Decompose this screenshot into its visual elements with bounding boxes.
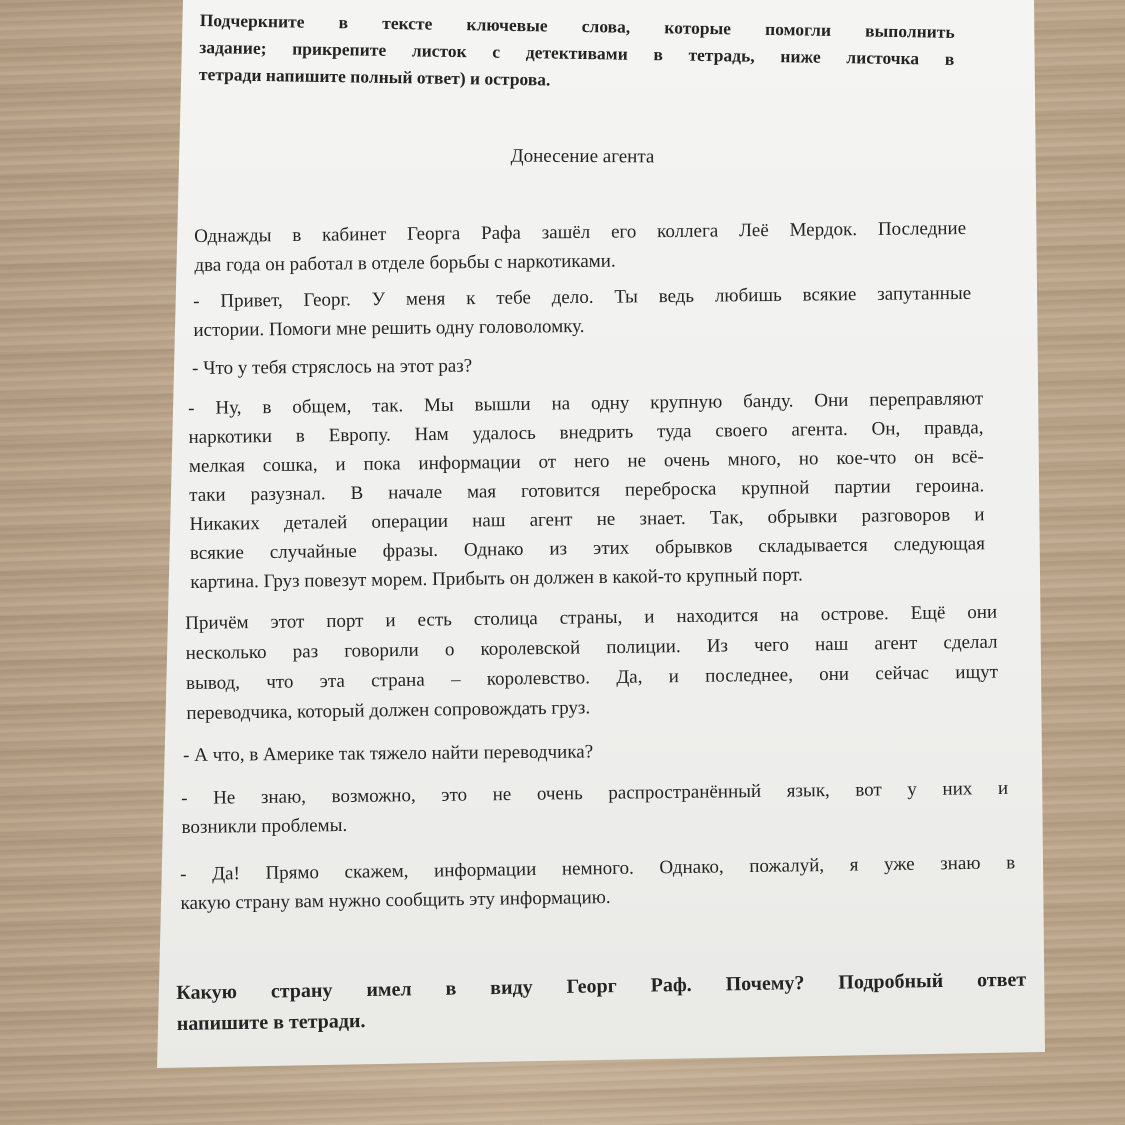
text-line: два года он работал в отделе борьбы с наркотиками. <box>194 250 616 276</box>
text-line: истории. Помоги мне решить одну головоломку. <box>193 315 585 341</box>
text-line: всякие случайные фразы. Однако из этих обрывков складывается следующая <box>189 533 986 564</box>
paragraph <box>183 736 783 770</box>
text-line: наркотики в Европу. Нам удалось внедрить туда своего агента. Он, правда, <box>188 417 984 448</box>
text-line: - Ну, в общем, так. Мы вышли на одну крупную банду. Они переправляют <box>188 388 984 419</box>
instruction-line: задание; прикрепите листок с детективами в тетрадь, ниже листочка в <box>199 36 955 69</box>
text-line: возникли проблемы. <box>181 814 348 838</box>
question-line: Какую страну имел в виду Георг Раф. Почему? Подробный ответ <box>176 968 1027 1004</box>
text-line: Однажды в кабинет Георга Рафа зашёл его коллега Леё Мердок. Последние <box>194 217 967 247</box>
text-line: мелкая сошка, и пока информации от него не очень много, но кое-что он всё- <box>188 446 984 477</box>
text-line: - Привет, Георг. У меня к тебе дело. Ты ведь любишь всякие запутанные <box>193 282 972 312</box>
paragraph <box>185 598 999 729</box>
paragraph <box>181 774 1009 842</box>
question-line: напишите в тетради. <box>176 1010 366 1035</box>
instruction-line: Подчеркните в тексте ключевые слова, которые помогли выполнить <box>199 9 955 42</box>
paragraph <box>180 848 1016 918</box>
instruction-line: тетради напишите полный ответ) и острова. <box>198 63 551 90</box>
text-line: несколько раз говорили о королевской полиции. Из чего наш агент сделал <box>185 631 998 664</box>
paragraph <box>192 349 792 383</box>
text-line: Никаких деталей операции наш агент не знает. Так, обрывки разговоров и <box>189 504 985 535</box>
text-line: - Не знаю, возможно, это не очень распространённый язык, вот у них и <box>181 777 1009 809</box>
text-line: - Да! Прямо скажем, информации немного. Однако, пожалуй, я уже знаю в <box>180 852 1016 885</box>
text-line: таки разузнал. В начале мая готовится переброска крупной партии героина. <box>189 475 985 506</box>
text-line: Причём этот порт и есть столица страны, и находится на острове. Ещё они <box>185 601 998 634</box>
text-line: переводчика, который должен сопровождать груз. <box>186 697 591 724</box>
paragraph <box>194 214 967 280</box>
paragraph <box>188 384 985 597</box>
text-line: вывод, что эта страна – королевство. Да, и последнее, они сейчас ищут <box>185 661 999 694</box>
paragraph <box>193 279 972 345</box>
text-line: какую страну вам нужно сообщить эту информацию. <box>180 886 611 914</box>
text-line: - А что, в Америке так тяжело найти переводчика? <box>183 741 594 766</box>
instruction-text <box>199 7 955 100</box>
text-line: - Что у тебя стряслось на этот раз? <box>192 355 473 379</box>
question-text <box>176 965 1027 1040</box>
document-title: Донесение агента <box>510 145 655 168</box>
text-line: картина. Груз повезут морем. Прибыть он должен в какой-то крупный порт. <box>190 564 804 593</box>
